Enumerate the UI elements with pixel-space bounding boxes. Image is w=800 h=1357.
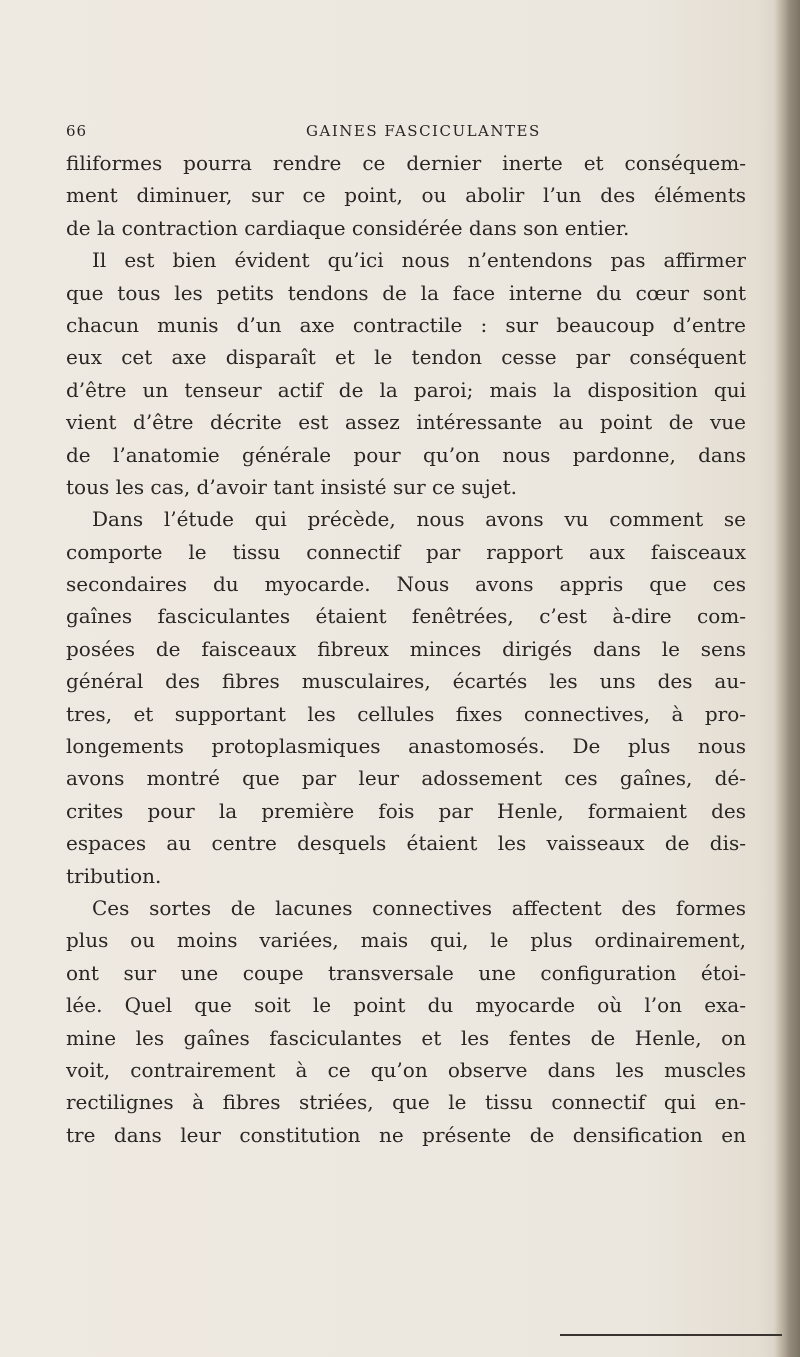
- text-line: ont sur une coupe transversale une configuration étoi-: [66, 960, 746, 985]
- text-line: tres, et supportant les cellules fixes connectives, à pro-: [66, 701, 746, 726]
- running-title: GAINES FASCICULANTES: [306, 122, 541, 140]
- text-line: de la contraction cardiaque considérée dans son entier.: [66, 215, 630, 240]
- text-line: tous les cas, d’avoir tant insisté sur ce sujet.: [66, 474, 517, 499]
- text-line: rectilignes à fibres striées, que le tissu connectif qui en-: [66, 1090, 746, 1115]
- text-line: que tous les petits tendons de la face interne du cœur sont: [66, 280, 746, 305]
- page-header: [66, 122, 746, 144]
- text-line: tre dans leur constitution ne présente de densification en: [66, 1122, 746, 1147]
- page-number: 66: [66, 122, 88, 140]
- text-line: posées de faisceaux fibreux minces dirigés dans le sens: [66, 636, 746, 661]
- page-edge-shadow: [774, 0, 800, 1357]
- text-line: chacun munis d’un axe contractile : sur beaucoup d’entre: [66, 312, 746, 337]
- text-line: mine les gaînes fasciculantes et les fentes de Henle, on: [66, 1025, 746, 1050]
- text-line: espaces au centre desquels étaient les vaisseaux de dis-: [66, 831, 746, 856]
- text-line: avons montré que par leur adossement ces gaînes, dé-: [66, 766, 746, 791]
- body-text: [66, 147, 746, 1151]
- text-line: plus ou moins variées, mais qui, le plus ordinairement,: [66, 928, 746, 953]
- text-line: secondaires du myocarde. Nous avons appris que ces: [66, 572, 746, 597]
- bottom-edge-rule: [560, 1334, 782, 1336]
- text-line: Ces sortes de lacunes connectives affectent des formes: [92, 895, 746, 920]
- text-line: longements protoplasmiques anastomosés. De plus nous: [66, 734, 746, 759]
- text-line: crites pour la première fois par Henle, formaient des: [66, 798, 746, 823]
- text-line: de l’anatomie générale pour qu’on nous pardonne, dans: [66, 442, 746, 467]
- text-line: voit, contrairement à ce qu’on observe dans les muscles: [66, 1057, 746, 1082]
- text-line: eux cet axe disparaît et le tendon cesse par conséquent: [66, 345, 746, 370]
- text-line: filiformes pourra rendre ce dernier inerte et conséquem-: [66, 151, 746, 175]
- text-line: Il est bien évident qu’ici nous n’entendons pas affirmer: [92, 248, 746, 273]
- text-line: Dans l’étude qui précède, nous avons vu comment se: [92, 507, 746, 532]
- text-line: d’être un tenseur actif de la paroi; mais la disposition qui: [66, 377, 746, 402]
- text-line: général des fibres musculaires, écartés les uns des au-: [66, 669, 746, 694]
- text-line: comporte le tissu connectif par rapport aux faisceaux: [66, 539, 746, 564]
- text-line: vient d’être décrite est assez intéressante au point de vue: [66, 410, 746, 435]
- text-line: ment diminuer, sur ce point, ou abolir l’un des éléments: [66, 183, 746, 208]
- text-line: tribution.: [66, 863, 162, 888]
- text-line: gaînes fasciculantes étaient fenêtrées, c’est à-dire com-: [66, 604, 746, 629]
- text-line: lée. Quel que soit le point du myocarde où l’on exa-: [66, 993, 746, 1018]
